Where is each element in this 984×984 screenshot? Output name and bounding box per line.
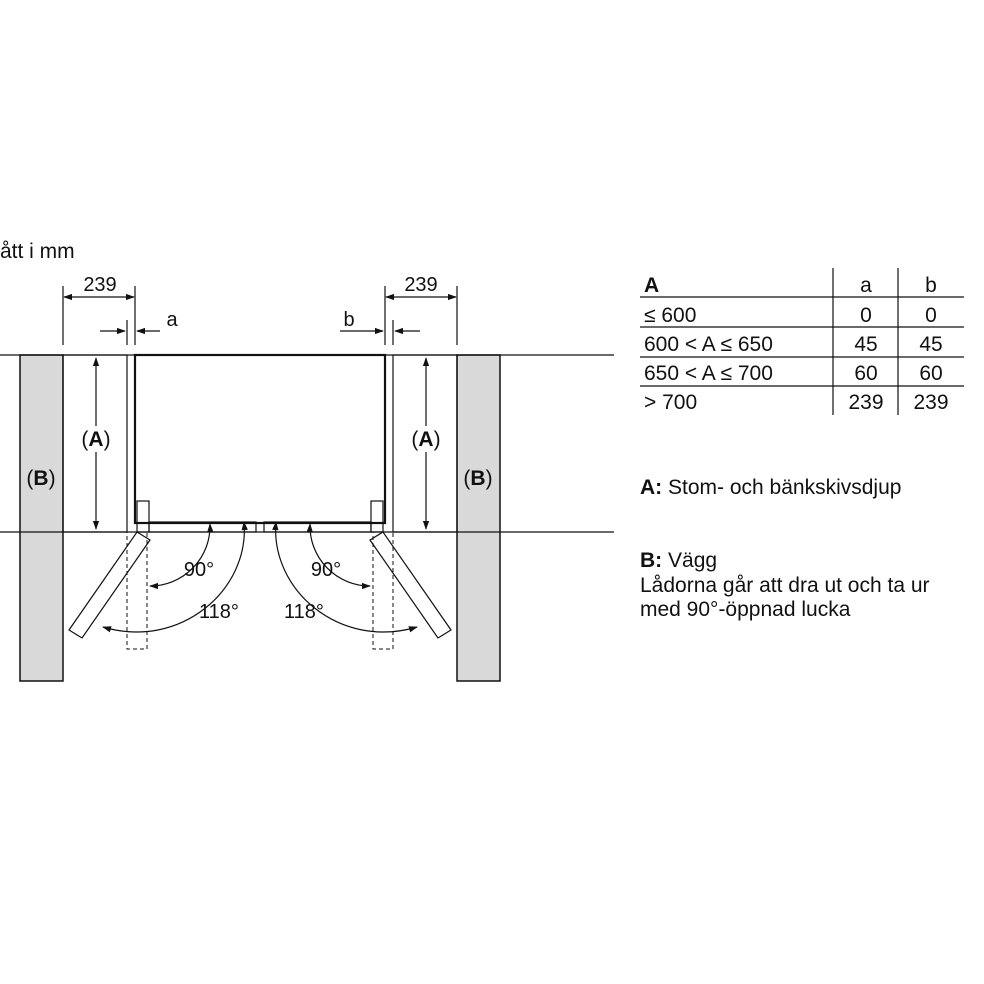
legend-b: B: Vägg bbox=[640, 549, 718, 572]
wall-right bbox=[457, 355, 500, 681]
width-label-right: 239 bbox=[404, 274, 438, 296]
hinge-right bbox=[371, 501, 383, 532]
depth-label-left: (A) bbox=[81, 428, 111, 451]
table-row-1-a: 0 bbox=[860, 304, 872, 327]
table-header-a: a bbox=[860, 274, 872, 297]
table-row-4-a: 239 bbox=[848, 391, 884, 414]
table-row-4-b: 239 bbox=[913, 391, 949, 414]
depth-label-right: (A) bbox=[411, 428, 441, 451]
legend-note-line1: Lådorna går att dra ut och ta ur bbox=[640, 574, 930, 597]
table-row-2-a: 45 bbox=[854, 333, 878, 356]
table-row-2-b: 45 bbox=[919, 333, 943, 356]
angle-118-left: 118° bbox=[199, 601, 239, 623]
gap-table bbox=[640, 268, 964, 415]
wall-left bbox=[20, 355, 63, 681]
angle-118-right: 118° bbox=[284, 601, 324, 623]
wall-label-right: (B) bbox=[463, 467, 493, 490]
gap-b-label: b bbox=[343, 309, 355, 331]
table-row-2-range: 600 < A ≤ 650 bbox=[644, 333, 773, 356]
table-row-1-b: 0 bbox=[925, 304, 937, 327]
angle-90-left: 90° bbox=[183, 559, 215, 581]
width-label-left: 239 bbox=[83, 274, 117, 296]
table-header-A: A bbox=[644, 274, 660, 297]
table-row-3-a: 60 bbox=[854, 362, 878, 385]
angle-90-right: 90° bbox=[310, 559, 342, 581]
door-open-right bbox=[370, 532, 451, 638]
table-row-4-range: > 700 bbox=[644, 391, 698, 414]
table-row-3-range: 650 < A ≤ 700 bbox=[644, 362, 773, 385]
table-header-b: b bbox=[925, 274, 937, 297]
wall-label-left: (B) bbox=[26, 467, 56, 490]
door-open-left bbox=[69, 532, 150, 638]
appliance-body bbox=[135, 355, 385, 523]
gap-a-label: a bbox=[166, 309, 178, 331]
legend-note-line2: med 90°-öppnad lucka bbox=[640, 598, 851, 621]
table-row-1-range: ≤ 600 bbox=[644, 304, 697, 327]
hinge-left bbox=[137, 501, 149, 532]
legend-a: A: Stom- och bänkskivsdjup bbox=[640, 476, 902, 499]
units-caption: ått i mm bbox=[0, 240, 75, 263]
table-row-3-b: 60 bbox=[919, 362, 943, 385]
